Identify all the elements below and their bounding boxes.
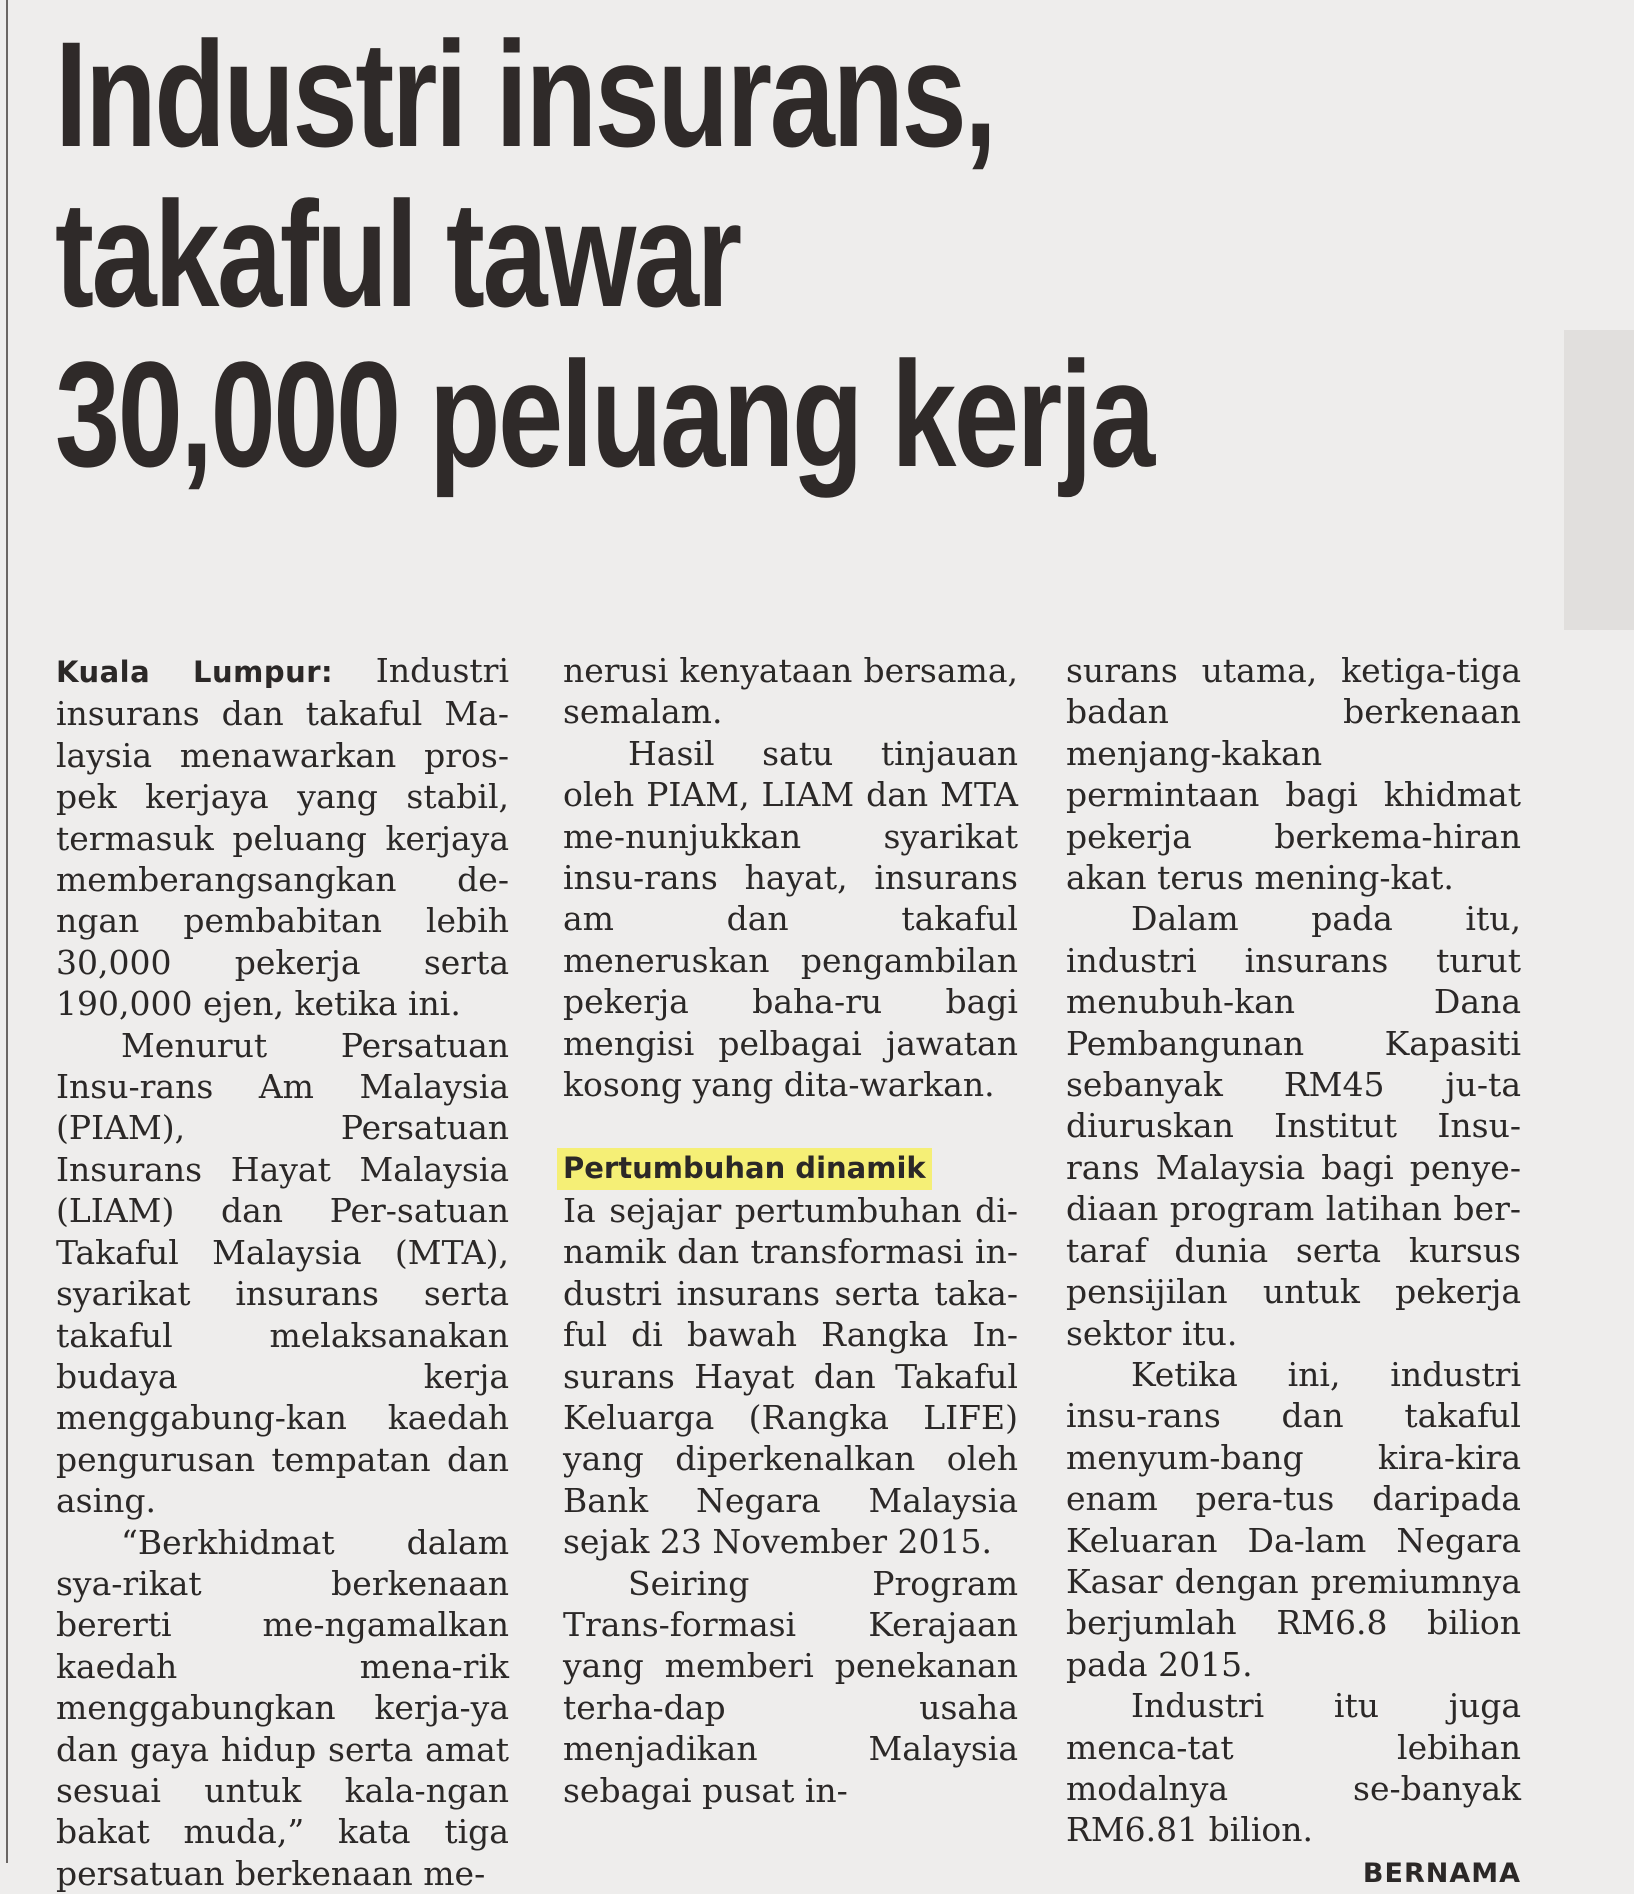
article-column-2	[563, 650, 1018, 1811]
subheading-block	[563, 1146, 1018, 1189]
paragraph: “Berkhidmat dalam sya-rikat berkenaan bererti me-ngamalkan kaedah mena-rik menggabungkan kerja-ya dan gaya hidup serta amat sesuai untuk kala-ngan bakat muda,” kata tiga persatuan berkenaan me-	[56, 1522, 509, 1893]
paragraph: Hasil satu tinjauan oleh PIAM, LIAM dan MTA me-nunjukkan syarikat insu-rans hayat, insurans am dan takaful meneruskan pengambilan pekerja baha-ru bagi mengisi pelbagai jawatan kosong yang dita-warkan.	[563, 733, 1018, 1105]
paragraph: Menurut Persatuan Insu-rans Am Malaysia (PIAM), Persatuan Insurans Hayat Malaysia (LIAM) dan Per-satuan Takaful Malaysia (MTA), syarikat insurans serta takaful melaksanakan budaya kerja menggabung-kan kaedah pengurusan tempatan dan asing.	[56, 1025, 509, 1521]
lead-paragraph	[56, 650, 509, 1025]
article-column-3	[1066, 650, 1521, 1894]
byline: BERNAMA	[1362, 1857, 1521, 1889]
paragraph: Dalam pada itu, industri insurans turut menubuh-kan Dana Pembangunan Kapasiti sebanyak RM45 ju-ta diuruskan Institut Insu-rans Malaysia bagi penye-diaan program latihan ber-taraf dunia serta kursus pensijilan untuk pekerja sektor itu.	[1066, 899, 1521, 1353]
paragraph: Seiring Program Trans-formasi Kerajaan yang memberi penekanan terha-dap usaha menjadikan Malaysia sebagai pusat in-	[563, 1563, 1018, 1810]
article-column-1	[56, 650, 509, 1894]
subheading: Pertumbuhan dinamik	[557, 1148, 932, 1189]
paragraph: nerusi kenyataan bersama, semalam.	[563, 651, 1018, 732]
headline-line-2: takaful tawar	[55, 170, 740, 338]
headline-line-3: 30,000 peluang kerja	[55, 330, 1153, 498]
headline-line-1: Industri insurans,	[55, 10, 995, 178]
lead-text: Industri insurans dan takaful Ma-laysia menawarkan pros-pek kerjaya yang stabil, termasuk peluang kerjaya memberangsangkan de-ngan pembabitan lebih 30,000 pekerja serta 190,000 ejen, ketika ini.	[56, 651, 509, 1024]
bleed-through-graphic	[1564, 330, 1634, 630]
page-edge-rule	[6, 0, 8, 1863]
paragraph: Ketika ini, industri insu-rans dan takaful menyum-bang kira-kira enam pera-tus daripada Keluaran Da-lam Negara Kasar dengan premiumnya berjumlah RM6.8 bilion pada 2015.	[1066, 1354, 1521, 1684]
paragraph: Ia sejajar pertumbuhan di-namik dan transformasi in-dustri insurans serta taka-ful di bawah Rangka In-surans Hayat dan Takaful Keluarga (Rangka LIFE) yang diperkenalkan oleh Bank Negara Malaysia sejak 23 November 2015.	[563, 1190, 1018, 1562]
paragraph: surans utama, ketiga-tiga badan berkenaan menjang-kakan permintaan bagi khidmat pekerja berkema-hiran akan terus mening-kat.	[1066, 651, 1521, 898]
headline	[55, 10, 1163, 498]
dateline: Kuala Lumpur:	[56, 655, 334, 689]
paragraph: Industri itu juga menca-tat lebihan modalnya se-banyak RM6.81 bilion.	[1066, 1686, 1521, 1850]
